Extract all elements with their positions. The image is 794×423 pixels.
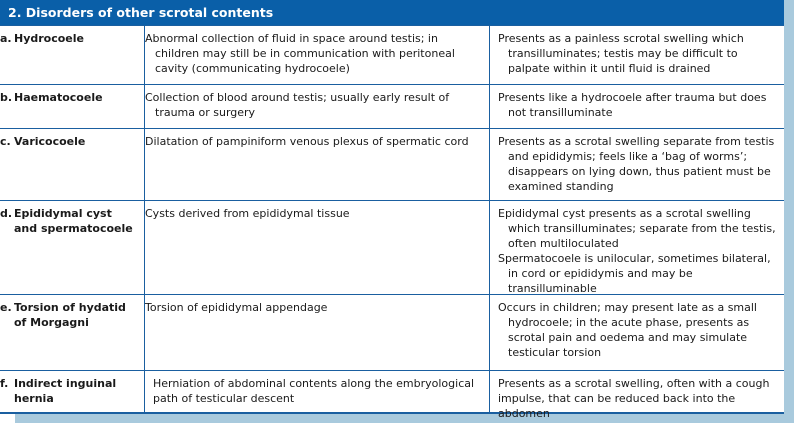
presentation-text: Occurs in children; may present late as a small hydrocoele; in the acute phase, presents as scrotal pain and oedema and may simulate testicular torsion <box>498 301 757 359</box>
term-cell <box>0 201 145 294</box>
table-row-haematocoele <box>0 84 784 128</box>
term-name: Indirect inguinal hernia <box>14 377 117 405</box>
presentation-cell <box>490 371 784 420</box>
row-letter: a. <box>0 32 12 45</box>
row-letter: d. <box>0 207 13 220</box>
term-cell <box>0 371 145 412</box>
row-letter: e. <box>0 301 12 314</box>
presentation-cell <box>490 85 784 128</box>
term-cell <box>0 129 145 200</box>
presentation-cell <box>490 295 784 370</box>
row-letter: f. <box>0 377 9 390</box>
term-cell <box>0 26 145 84</box>
presentation-text: Epididymal cyst presents as a scrotal swelling which transilluminates; separate from the testis, often multiloculated <box>498 207 776 250</box>
table-title: 2. Disorders of other scrotal contents <box>0 0 784 25</box>
presentation-text: Presents as a scrotal swelling, often with a cough impulse, that can be reduced back into the abdomen <box>498 377 770 420</box>
presentation-cell <box>490 129 784 200</box>
term-cell <box>0 85 145 128</box>
row-letter: c. <box>0 135 11 148</box>
definition-cell: Dilatation of pampiniform venous plexus of spermatic cord <box>145 129 490 200</box>
presentation-text: Presents as a painless scrotal swelling which transilluminates; testis may be difficult to palpate within it until fluid is drained <box>498 32 744 75</box>
term-name: Hydrocoele <box>14 32 85 45</box>
definition-cell: Cysts derived from epididymal tissue <box>145 201 490 294</box>
term-name: Epididymal cyst and spermatocoele <box>14 207 133 235</box>
term-cell <box>0 295 145 370</box>
presentation-cell <box>490 26 784 84</box>
definition-cell: Abnormal collection of fluid in space around testis; in children may still be in communication with peritoneal cavity (communicating hydrocoele) <box>145 26 490 84</box>
presentation-text: Spermatocoele is unilocular, sometimes bilateral, in cord or epididymis and may be transilluminable <box>498 252 771 295</box>
table-row-hydrocoele <box>0 25 784 84</box>
term-name: Varicocoele <box>14 135 86 148</box>
decorative-shadow-right <box>784 0 794 423</box>
table-row-torsion-hydatid <box>0 294 784 370</box>
definition-cell: Torsion of epididymal appendage <box>145 295 490 370</box>
presentation-text: Presents like a hydrocoele after trauma but does not transilluminate <box>498 91 767 119</box>
table-row-epididymal-cyst <box>0 200 784 294</box>
table-row-inguinal-hernia <box>0 370 784 420</box>
definition-cell: Herniation of abdominal contents along the embryological path of testicular descent <box>145 371 490 412</box>
term-name: Torsion of hydatid of Morgagni <box>14 301 126 329</box>
table-row-varicocoele <box>0 128 784 200</box>
presentation-cell <box>490 201 784 294</box>
row-letter: b. <box>0 91 13 104</box>
term-name: Haematocoele <box>14 91 103 104</box>
presentation-text: Presents as a scrotal swelling separate from testis and epididymis; feels like a ‘bag of worms’; disappears on lying down, thus patient must be examined standing <box>498 135 775 193</box>
definition-cell: Collection of blood around testis; usually early result of trauma or surgery <box>145 85 490 128</box>
